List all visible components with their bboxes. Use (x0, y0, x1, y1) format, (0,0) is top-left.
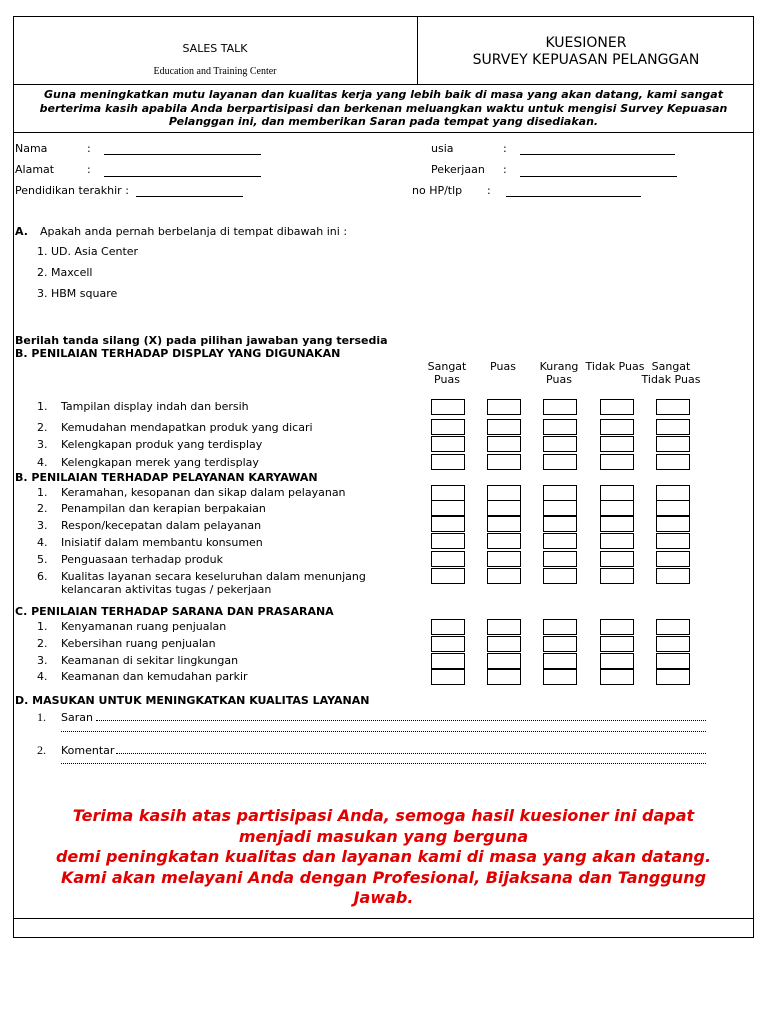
komentar-input-line[interactable] (61, 763, 706, 764)
section-d-title: D. MASUKAN UNTUK MENINGKATKAN KUALITAS LAYANAN (15, 694, 370, 707)
section-c-title: C. PENILAIAN TERHADAP SARANA DAN PRASARANA (15, 605, 334, 618)
question-text: Keamanan di sekitar lingkungan (61, 654, 239, 667)
rating-checkbox[interactable] (543, 551, 577, 567)
rating-checkbox[interactable] (431, 454, 465, 470)
item-number: 2. (37, 637, 48, 650)
closing-message (16, 806, 751, 909)
item-number: 2. (37, 743, 46, 757)
rating-checkbox[interactable] (656, 500, 690, 516)
saran-label: Saran (61, 711, 93, 724)
usia-label: usia (431, 142, 454, 155)
rating-checkbox[interactable] (487, 454, 521, 470)
closing-line: demi peningkatan kualitas dan layanan kami di masa yang akan datang. (55, 847, 712, 866)
rating-checkbox[interactable] (431, 619, 465, 635)
rating-checkbox[interactable] (600, 551, 634, 567)
question-text: Kelengkapan merek yang terdisplay (61, 456, 259, 469)
col-puas: Puas (490, 360, 516, 373)
rating-checkbox[interactable] (431, 533, 465, 549)
company-name: SALES TALK (182, 42, 248, 55)
col-tidak-puas: Tidak Puas (585, 360, 645, 373)
closing-line: menjadi masukan yang berguna (238, 826, 529, 846)
form-subtitle: SURVEY KEPUASAN PELANGGAN (472, 52, 700, 68)
pendidikan-field[interactable] (136, 196, 243, 197)
rating-checkbox[interactable] (543, 653, 577, 669)
item-number: 3. (37, 438, 48, 451)
rating-checkbox[interactable] (600, 500, 634, 516)
rating-checkbox[interactable] (431, 636, 465, 652)
komentar-label: Komentar (61, 744, 115, 757)
item-number: 1. (37, 710, 46, 724)
rating-checkbox[interactable] (656, 436, 690, 452)
section-a-letter: A. (15, 225, 28, 238)
col-sangat-tidak-puas: Sangat Tidak Puas (641, 360, 701, 386)
item-number: 2. (37, 502, 48, 515)
item-number: 5. (37, 553, 48, 566)
rating-checkbox[interactable] (431, 516, 465, 532)
rating-checkbox[interactable] (600, 533, 634, 549)
question-text: Keamanan dan kemudahan parkir (61, 670, 248, 683)
rating-checkbox[interactable] (656, 419, 690, 435)
rating-checkbox[interactable] (656, 619, 690, 635)
rating-checkbox[interactable] (487, 516, 521, 532)
alamat-field[interactable] (104, 176, 261, 177)
col-kurang-puas: Kurang Puas (539, 360, 579, 386)
question-text: Inisiatif dalam membantu konsumen (61, 536, 263, 549)
pendidikan-label: Pendidikan terakhir : (15, 184, 129, 197)
rating-checkbox[interactable] (600, 636, 634, 652)
rating-checkbox[interactable] (431, 436, 465, 452)
rating-checkbox[interactable] (543, 516, 577, 532)
question-text-continued: kelancaran aktivitas tugas / pekerjaan (61, 583, 272, 596)
question-text: Kelengkapan produk yang terdisplay (61, 438, 263, 451)
question-text: Kenyamanan ruang penjualan (61, 620, 227, 633)
rating-checkbox[interactable] (431, 568, 465, 584)
item-number: 4. (37, 536, 48, 549)
rating-checkbox[interactable] (431, 653, 465, 669)
item-number: 4. (37, 670, 48, 683)
instruction-text: Berilah tanda silang (X) pada pilihan jawaban yang tersedia (15, 334, 388, 347)
rating-checkbox[interactable] (487, 485, 521, 501)
hp-label: no HP/tlp (412, 184, 463, 197)
item-number: 3. (37, 654, 48, 667)
rating-checkbox[interactable] (487, 669, 521, 685)
rating-checkbox[interactable] (487, 653, 521, 669)
question-text: Keramahan, kesopanan dan sikap dalam pelayanan (61, 486, 346, 499)
question-text: Respon/kecepatan dalam pelayanan (61, 519, 262, 532)
header-left (13, 16, 418, 84)
saran-input-line[interactable] (61, 731, 706, 732)
rating-checkbox[interactable] (656, 516, 690, 532)
rating-checkbox[interactable] (487, 619, 521, 635)
rating-checkbox[interactable] (600, 516, 634, 532)
header-right (418, 16, 754, 84)
rating-checkbox[interactable] (543, 568, 577, 584)
komentar-input-line[interactable] (116, 753, 706, 754)
nama-label: Nama (15, 142, 48, 155)
rating-checkbox[interactable] (656, 669, 690, 685)
form-title: KUESIONER (545, 35, 627, 51)
rating-checkbox[interactable] (543, 669, 577, 685)
usia-field[interactable] (520, 154, 675, 155)
rating-checkbox[interactable] (656, 399, 690, 415)
rating-checkbox[interactable] (600, 619, 634, 635)
rating-checkbox[interactable] (656, 533, 690, 549)
rating-checkbox[interactable] (656, 485, 690, 501)
rating-checkbox[interactable] (656, 454, 690, 470)
item-number: 1. (37, 620, 48, 633)
rating-checkbox[interactable] (600, 568, 634, 584)
rating-checkbox[interactable] (487, 419, 521, 435)
store-option: 3. HBM square (37, 287, 118, 300)
item-number: 1. (37, 400, 48, 413)
question-text: Kemudahan mendapatkan produk yang dicari (61, 421, 313, 434)
question-text: Kebersihan ruang penjualan (61, 637, 216, 650)
question-text: Penguasaan terhadap produk (61, 553, 223, 566)
nama-field[interactable] (104, 154, 261, 155)
rating-checkbox[interactable] (656, 568, 690, 584)
rating-checkbox[interactable] (487, 568, 521, 584)
rating-checkbox[interactable] (600, 669, 634, 685)
rating-checkbox[interactable] (543, 399, 577, 415)
intro-text: Guna meningkatkan mutu layanan dan kualitas kerja yang lebih baik di masa yang akan datang, kami sangat berterima kasih apabila Anda berpartisipasi dan berkenan meluangkan waktu untuk mengisi Survey Kepuasan Pelanggan ini, dan memberikan Saran pada tempat yang disediakan. (39, 88, 728, 128)
alamat-label: Alamat (15, 163, 55, 176)
company-subtitle: Education and Training Center (153, 66, 277, 77)
rating-checkbox[interactable] (600, 454, 634, 470)
rating-checkbox[interactable] (487, 636, 521, 652)
closing-line: Kami akan melayani Anda dengan Profesional, Bijaksana dan Tanggung (60, 867, 707, 887)
rating-checkbox[interactable] (543, 485, 577, 501)
rating-checkbox[interactable] (543, 436, 577, 452)
question-text: Tampilan display indah dan bersih (61, 400, 249, 413)
closing-line: Jawab. (353, 888, 414, 907)
rating-checkbox[interactable] (431, 399, 465, 415)
rating-checkbox[interactable] (656, 551, 690, 567)
rating-checkbox[interactable] (600, 419, 634, 435)
question-text: Kualitas layanan secara keseluruhan dalam menunjang (61, 570, 366, 583)
rating-checkbox[interactable] (431, 500, 465, 516)
alamat-colon: : (87, 163, 91, 176)
rating-checkbox[interactable] (656, 636, 690, 652)
rating-checkbox[interactable] (543, 454, 577, 470)
rating-checkbox[interactable] (487, 500, 521, 516)
rating-checkbox[interactable] (543, 619, 577, 635)
rating-checkbox[interactable] (487, 551, 521, 567)
pekerjaan-label: Pekerjaan (431, 163, 485, 176)
rating-checkbox[interactable] (543, 419, 577, 435)
intro-divider (13, 132, 754, 133)
rating-checkbox[interactable] (543, 636, 577, 652)
item-number: 1. (37, 486, 48, 499)
saran-input-line[interactable] (96, 720, 706, 721)
rating-checkbox[interactable] (431, 485, 465, 501)
rating-checkbox[interactable] (431, 669, 465, 685)
rating-checkbox[interactable] (431, 551, 465, 567)
rating-checkbox[interactable] (487, 436, 521, 452)
rating-checkbox[interactable] (487, 399, 521, 415)
store-option: 1. UD. Asia Center (37, 245, 139, 258)
item-number: 2. (37, 421, 48, 434)
section-b2-title: B. PENILAIAN TERHADAP PELAYANAN KARYAWAN (15, 471, 318, 484)
col-sangat-puas: Sangat Puas (427, 360, 467, 386)
rating-checkbox[interactable] (600, 485, 634, 501)
pekerjaan-field[interactable] (520, 176, 677, 177)
item-number: 6. (37, 570, 48, 583)
header-divider (13, 84, 754, 85)
item-number: 4. (37, 456, 48, 469)
usia-colon: : (503, 142, 507, 155)
hp-colon: : (487, 184, 491, 197)
question-text: Penampilan dan kerapian berpakaian (61, 502, 266, 515)
section-a-question: Apakah anda pernah berbelanja di tempat dibawah ini : (40, 225, 348, 238)
hp-field[interactable] (506, 196, 641, 197)
rating-checkbox[interactable] (543, 500, 577, 516)
store-option: 2. Maxcell (37, 266, 93, 279)
section-b1-title: B. PENILAIAN TERHADAP DISPLAY YANG DIGUNAKAN (15, 347, 341, 360)
item-number: 3. (37, 519, 48, 532)
pekerjaan-colon: : (503, 163, 507, 176)
nama-colon: : (87, 142, 91, 155)
rating-checkbox[interactable] (487, 533, 521, 549)
rating-checkbox[interactable] (431, 419, 465, 435)
rating-checkbox[interactable] (600, 653, 634, 669)
rating-checkbox[interactable] (543, 533, 577, 549)
rating-checkbox[interactable] (600, 436, 634, 452)
rating-checkbox[interactable] (656, 653, 690, 669)
rating-checkbox[interactable] (600, 399, 634, 415)
footer-divider (13, 918, 754, 919)
closing-line: Terima kasih atas partisipasi Anda, semoga hasil kuesioner ini dapat (72, 806, 695, 825)
